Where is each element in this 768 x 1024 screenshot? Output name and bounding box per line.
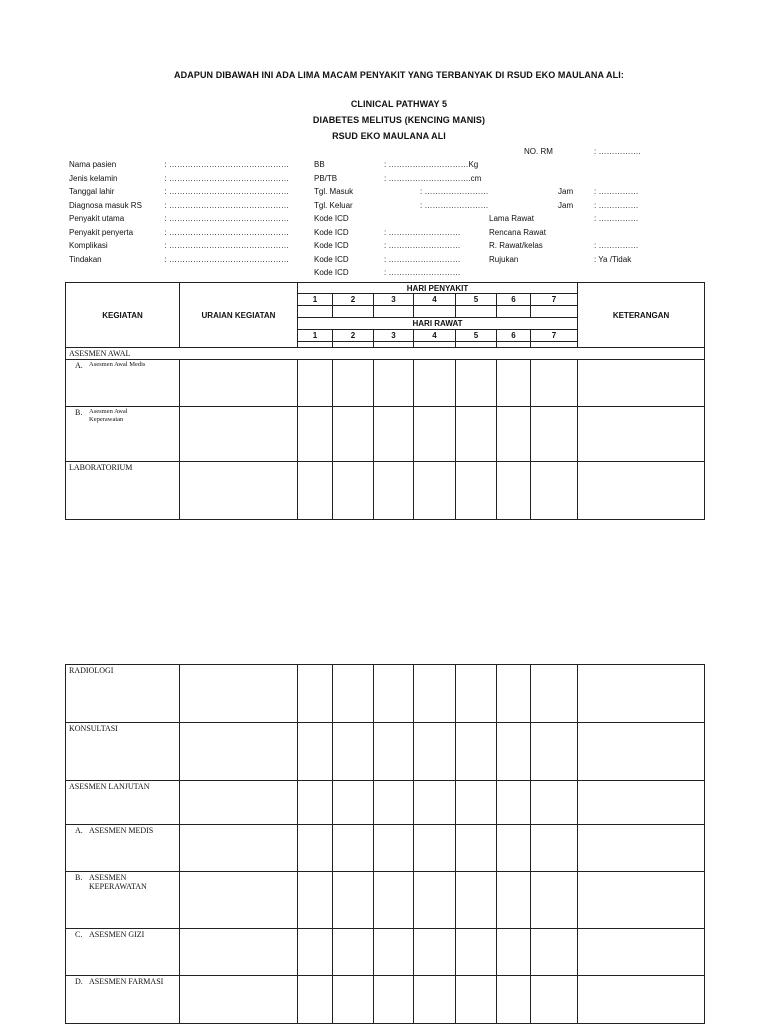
info-value: : ……………………… bbox=[384, 268, 461, 277]
info-label: Kode ICD bbox=[314, 268, 349, 277]
info-label: Kode ICD bbox=[314, 254, 349, 264]
info-label: Diagnosa masuk RS bbox=[69, 200, 142, 210]
info-label: Kode ICD bbox=[314, 214, 349, 223]
rencana-rawat-label: Rencana Rawat bbox=[489, 228, 546, 237]
info-label: Kode ICD bbox=[314, 227, 349, 237]
info-value: : ……………………………………… bbox=[164, 241, 289, 250]
document-heading: ADAPUN DIBAWAH INI ADA LIMA MACAM PENYAKIT YANG TERBANYAK DI RSUD EKO MAULANA ALI: bbox=[174, 70, 624, 80]
info-row bbox=[69, 241, 289, 255]
day-cell bbox=[374, 306, 414, 318]
day-number: 1 bbox=[298, 294, 333, 306]
day-cell bbox=[414, 306, 456, 318]
info-value: : ……………………………………… bbox=[164, 254, 289, 264]
activity-cell bbox=[66, 929, 180, 976]
row-letter: C. bbox=[75, 930, 83, 939]
jam-label: Jam bbox=[558, 187, 574, 196]
row-letter: A. bbox=[75, 826, 83, 835]
uraian-header: URAIAN KEGIATAN bbox=[180, 283, 298, 348]
info-row bbox=[314, 201, 514, 215]
info-value: : …………………… bbox=[420, 200, 489, 210]
info-value: : ……………………… bbox=[384, 241, 461, 250]
activity-label: LABORATORIUM bbox=[69, 463, 133, 472]
activity-label: ASESMEN FARMASI bbox=[89, 977, 164, 986]
row-letter: B. bbox=[75, 408, 83, 417]
info-row bbox=[314, 160, 514, 174]
activity-cell bbox=[66, 825, 180, 872]
lama-rawat-value: : …………… bbox=[594, 214, 639, 223]
activity-cell bbox=[66, 872, 180, 929]
activity-label: ASESMEN MEDIS bbox=[89, 826, 154, 835]
asesmen-awal-row: ASESMEN AWAL bbox=[66, 348, 705, 360]
info-row bbox=[314, 268, 514, 282]
info-row bbox=[69, 228, 289, 242]
info-label: BB bbox=[314, 160, 325, 169]
row-letter: A. bbox=[75, 361, 83, 370]
jam-value: : …………… bbox=[594, 201, 639, 210]
info-row bbox=[314, 214, 514, 228]
day-number: 4 bbox=[414, 330, 456, 342]
activity-label: KONSULTASI bbox=[69, 724, 118, 733]
day-number: 7 bbox=[531, 294, 578, 306]
pathway-table-continued bbox=[65, 664, 705, 1024]
info-label: Jenis kelamin bbox=[69, 173, 118, 183]
activity-label: RADIOLOGI bbox=[69, 666, 114, 675]
activity-label: ASESMEN GIZI bbox=[89, 930, 145, 939]
info-label: Kode ICD bbox=[314, 241, 349, 250]
day-cell bbox=[333, 306, 374, 318]
day-number: 3 bbox=[374, 330, 414, 342]
info-label: Penyakit penyerta bbox=[69, 227, 134, 237]
day-number: 4 bbox=[414, 294, 456, 306]
hari-penyakit-header: HARI PENYAKIT bbox=[298, 283, 578, 294]
kegiatan-header: KEGIATAN bbox=[66, 283, 180, 348]
activity-cell bbox=[66, 360, 180, 407]
info-value: : ……………………………………… bbox=[164, 173, 289, 183]
activity-cell bbox=[66, 462, 180, 520]
info-value: : ……………………… bbox=[384, 254, 461, 264]
info-row bbox=[314, 241, 514, 255]
no-rm-label: NO. RM bbox=[524, 147, 553, 156]
ruang-rawat-label: R. Rawat/kelas bbox=[489, 241, 543, 250]
jam-value: : …………… bbox=[594, 187, 639, 196]
row-letter: D. bbox=[75, 977, 83, 986]
pathway-table bbox=[65, 282, 705, 520]
info-value: : ……………………………………… bbox=[164, 214, 289, 223]
info-value: : ……………………………………… bbox=[164, 227, 289, 237]
admission-info-column bbox=[314, 160, 514, 282]
pathway-title: CLINICAL PATHWAY 5 bbox=[350, 99, 448, 109]
activity-cell bbox=[66, 781, 180, 825]
activity-label: ASESMEN KEPERAWATAN bbox=[89, 873, 147, 891]
info-row bbox=[69, 214, 289, 228]
activity-cell bbox=[66, 665, 180, 723]
hari-rawat-header: HARI RAWAT bbox=[298, 318, 578, 330]
disease-title: DIABETES MELITUS (KENCING MANIS) bbox=[312, 115, 486, 125]
info-value: : ……………………………………… bbox=[164, 187, 289, 196]
day-number: 1 bbox=[298, 330, 333, 342]
info-row bbox=[69, 174, 289, 188]
day-cell bbox=[531, 306, 578, 318]
day-number: 2 bbox=[333, 330, 374, 342]
info-value: : ……………………………………… bbox=[164, 160, 289, 169]
info-label: Tgl. Keluar bbox=[314, 200, 353, 210]
hospital-title: RSUD EKO MAULANA ALI bbox=[332, 131, 446, 141]
activity-cell bbox=[66, 407, 180, 462]
info-label: Komplikasi bbox=[69, 241, 108, 250]
info-value: : …………………………Kg bbox=[384, 160, 479, 169]
lama-rawat-label: Lama Rawat bbox=[489, 214, 534, 223]
info-row bbox=[314, 187, 514, 201]
jam-label: Jam bbox=[558, 201, 574, 210]
day-number: 6 bbox=[497, 330, 531, 342]
info-value: : ……………………………………… bbox=[164, 200, 289, 210]
day-number: 7 bbox=[531, 330, 578, 342]
info-row bbox=[314, 255, 514, 269]
info-label: PB/TB bbox=[314, 173, 338, 183]
info-row bbox=[314, 174, 514, 188]
day-number: 5 bbox=[456, 330, 497, 342]
activity-cell bbox=[66, 976, 180, 1024]
day-number: 3 bbox=[374, 294, 414, 306]
row-letter: B. bbox=[75, 873, 83, 882]
patient-info-column bbox=[69, 160, 289, 268]
info-label: Tgl. Masuk bbox=[314, 187, 354, 196]
day-number: 2 bbox=[333, 294, 374, 306]
info-value: : ………………………….cm bbox=[384, 173, 482, 183]
info-label: Tindakan bbox=[69, 254, 102, 264]
activity-label: Asesmen Awal Medis bbox=[89, 361, 146, 368]
day-cell bbox=[497, 306, 531, 318]
no-rm-value: : ……………. bbox=[594, 147, 641, 156]
day-number: 6 bbox=[497, 294, 531, 306]
info-row bbox=[69, 160, 289, 174]
info-value: : ……………………… bbox=[384, 227, 461, 237]
ruang-rawat-value: : …………… bbox=[594, 241, 639, 250]
info-value: : …………………… bbox=[420, 187, 489, 196]
day-cell bbox=[456, 306, 497, 318]
keterangan-header: KETERANGAN bbox=[578, 283, 705, 348]
rujukan-label: Rujukan bbox=[489, 255, 519, 264]
day-cell bbox=[298, 306, 333, 318]
info-row bbox=[69, 201, 289, 215]
rujukan-value: : Ya /Tidak bbox=[594, 255, 632, 264]
activity-cell bbox=[66, 723, 180, 781]
info-label: Tanggal lahir bbox=[69, 187, 115, 196]
info-row bbox=[69, 255, 289, 269]
day-number: 5 bbox=[456, 294, 497, 306]
info-row bbox=[69, 187, 289, 201]
info-label: Nama pasien bbox=[69, 160, 117, 169]
info-label: Penyakit utama bbox=[69, 214, 125, 223]
activity-label: Asesmen Awal Keperawatan bbox=[89, 408, 128, 423]
activity-label: ASESMEN LANJUTAN bbox=[69, 782, 150, 791]
info-row bbox=[314, 228, 514, 242]
